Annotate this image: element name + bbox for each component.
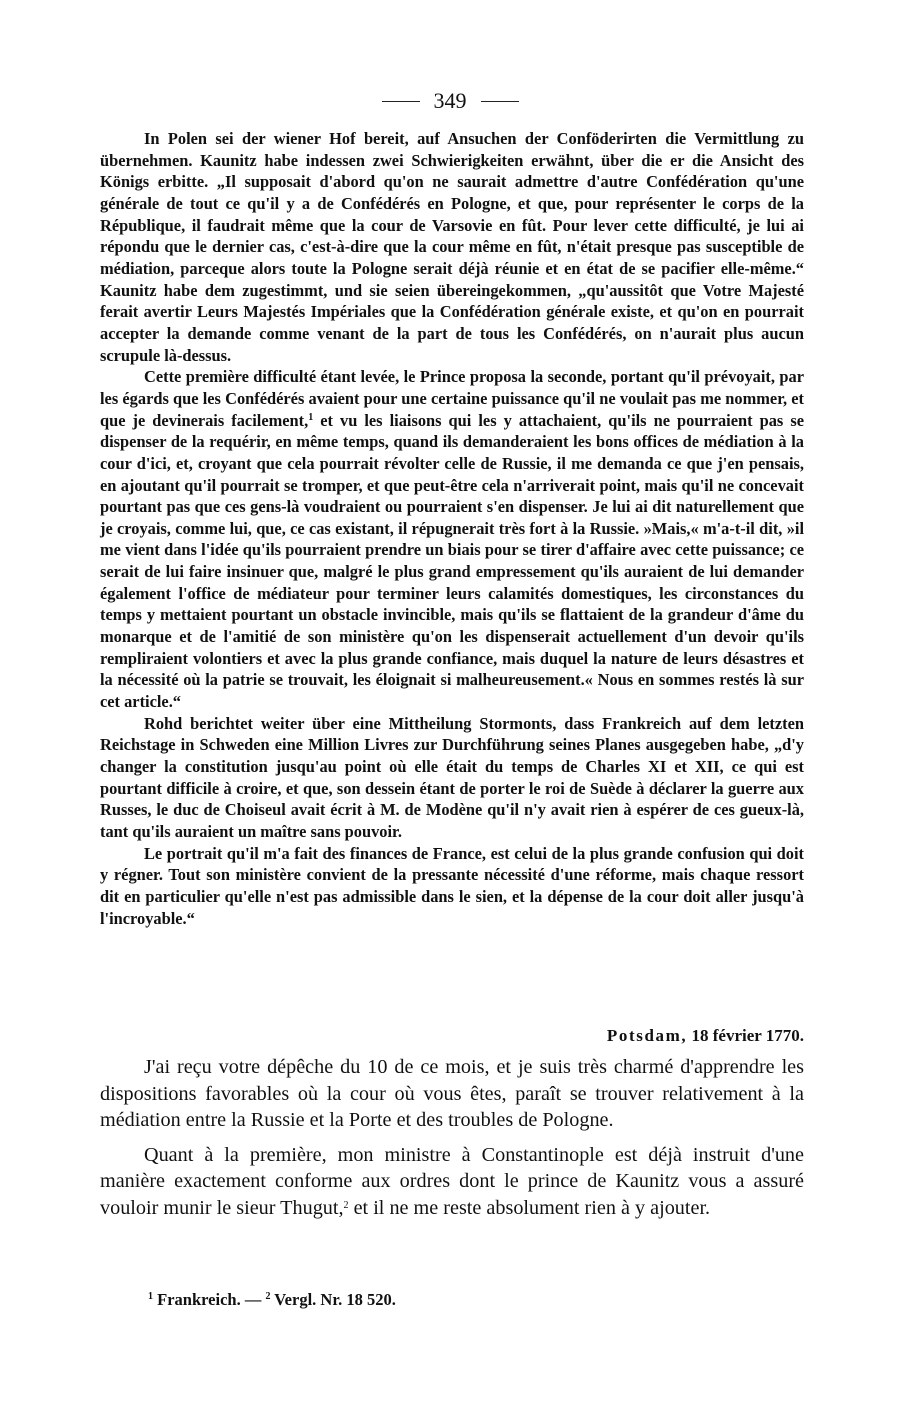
dateline-date: 18 février 1770. bbox=[691, 1026, 804, 1045]
report-excerpt bbox=[100, 128, 804, 929]
dateline-place: Potsdam, bbox=[606, 1026, 688, 1045]
footnote-1: Frankreich. bbox=[157, 1290, 241, 1309]
report-paragraph: Le portrait qu'il m'a fait des finances de France, est celui de la plus grande confusion qui doit y régner. Tout son ministère convient de la pressante nécessité d'une réforme, mais chaque ressort dit en particulier qu'elle n'est pas admissible dans le sien, et la dépense de la cour doit aller jusqu'à l'incroyable.“ bbox=[100, 843, 804, 928]
footnotes bbox=[148, 1290, 396, 1310]
letter-paragraph: Quant à la première, mon ministre à Constantinople est déjà instruit d'une manière exactement conforme aux ordres dont le prince de Kaunitz vous a assuré vouloir munir le sieur Thugut,$^2$ et il ne me reste absolument rien à y ajouter. bbox=[100, 1143, 804, 1219]
header-dash-right bbox=[481, 101, 519, 102]
report-paragraph: In Polen sei der wiener Hof bereit, auf Ansuchen der Conföderirten die Vermittlung zu übernehmen. Kaunitz habe indessen zwei Schwierigkeiten erwähnt, über die er die Ansicht des Königs erbitte. „Il supposait d'abord qu'on ne saurait admettre d'autre Confédération qu'une générale de tout ce qu'il y a de Confédérés en Pologne, et que, pour représenter le corps de la République, il faudrait même que la cour de Varsovie en fût. Pour lever cette difficulté, je lui ai répondu que le dernier cas, c'est-à-dire que la cour même en fût, n'était presque pas susceptible de médiation, parceque alors toute la Pologne serait déjà réunie et en état de se pacifier elle-même.“ Kaunitz habe dem zugestimmt, und sie seien übereingekommen, „qu'aussitôt que Votre Majesté ferait avertir Leurs Majestés Impériales que la Confédération générale existe, et qu'on en pourrait accepter la demande comme venant de la part de tous les Confédérés, on n'aurait plus aucun scrupule là-dessus. bbox=[100, 129, 804, 365]
letter-body bbox=[100, 1054, 804, 1229]
header-dash-left bbox=[382, 101, 420, 102]
page-number: 349 bbox=[433, 88, 467, 113]
page-header bbox=[0, 88, 900, 114]
footnote-marker: 2 bbox=[265, 1291, 271, 1302]
letter-paragraph: J'ai reçu votre dépêche du 10 de ce mois, et je suis très charmé d'apprendre les dispositions favorables où la cour où vous êtes, paraît se trouver relativement à la médiation entre la Russie et la Porte et des troubles de Pologne. bbox=[100, 1056, 804, 1131]
footnote-2: Vergl. Nr. 18 520. bbox=[274, 1290, 396, 1309]
footnote-marker: 1 bbox=[148, 1291, 153, 1302]
report-paragraph: Cette première difficulté étant levée, le Prince proposa la seconde, portant qu'il prévoyait, par les égards que les Confédérés avaient pour une certaine puissance qu'il ne voulait pas me nommer, et que je devinerais facilement,$^1$ et vu les liaisons qui les y attachaient, qu'ils ne pourraient pas se dispenser de la requérir, en même temps, quand ils demanderaient les bons offices de médiation à la cour d'ici, et, croyant que cela pourrait révolter celle de Russie, il me demanda ce que j'en pensais, en ajoutant qu'il pourrait se tromper, et que peut-être cela n'arriverait point, mais qu'il ne concevait pourtant pas que ces gens-là voudraient ou pourraient s'en dispenser. Je lui ai dit naturellement que je croyais, comme lui, que, ce cas existant, il répugnerait très fort à la Russie. »Mais,« m'a-t-il dit, »il me vient dans l'idée qu'ils pourraient prendre un biais pour se tirer d'affaire avec cette puissance; ce serait de lui faire insinuer que, malgré le plus grand empressement qu'ils auraient de lui demander également l'office de médiateur pour terminer leurs calamités domestiques, les circonstances du temps y mettaient pourtant un obstacle invincible, mais qu'ils se flattaient de la grandeur d'âme du monarque et de l'amitié de son ministère qu'on les dispenserait actuellement d'un devoir qu'ils rempliraient volontiers et avec la plus grande confiance, mais duquel la nature de leurs désastres et la nécessité où la patrie se trouvait, les éloignait si malheureusement.« Nous en sommes restés là sur cet article.“ bbox=[100, 367, 804, 712]
report-paragraph: Rohd berichtet weiter über eine Mittheilung Stormonts, dass Frankreich auf dem letzten Reichstage in Schweden eine Million Livres zur Durchführung seines Planes ausgegeben habe, „d'y changer la constitution jusqu'au point où elle était du temps de Charles XI et XII, ce qui est pourtant difficile à croire, et que, son dessein étant de porter le roi de Suède à déclarer la guerre aux Russes, le duc de Choiseul avait écrit à M. de Modène qu'il n'y avait rien à espérer de ces gueux-là, tant qu'ils auraient un maître sans pouvoir. bbox=[100, 713, 804, 841]
footnote-separator: — bbox=[244, 1290, 262, 1309]
footnote-marker: 1 bbox=[308, 411, 314, 423]
footnote-marker: 2 bbox=[343, 1199, 349, 1211]
letter-dateline bbox=[100, 1026, 804, 1046]
